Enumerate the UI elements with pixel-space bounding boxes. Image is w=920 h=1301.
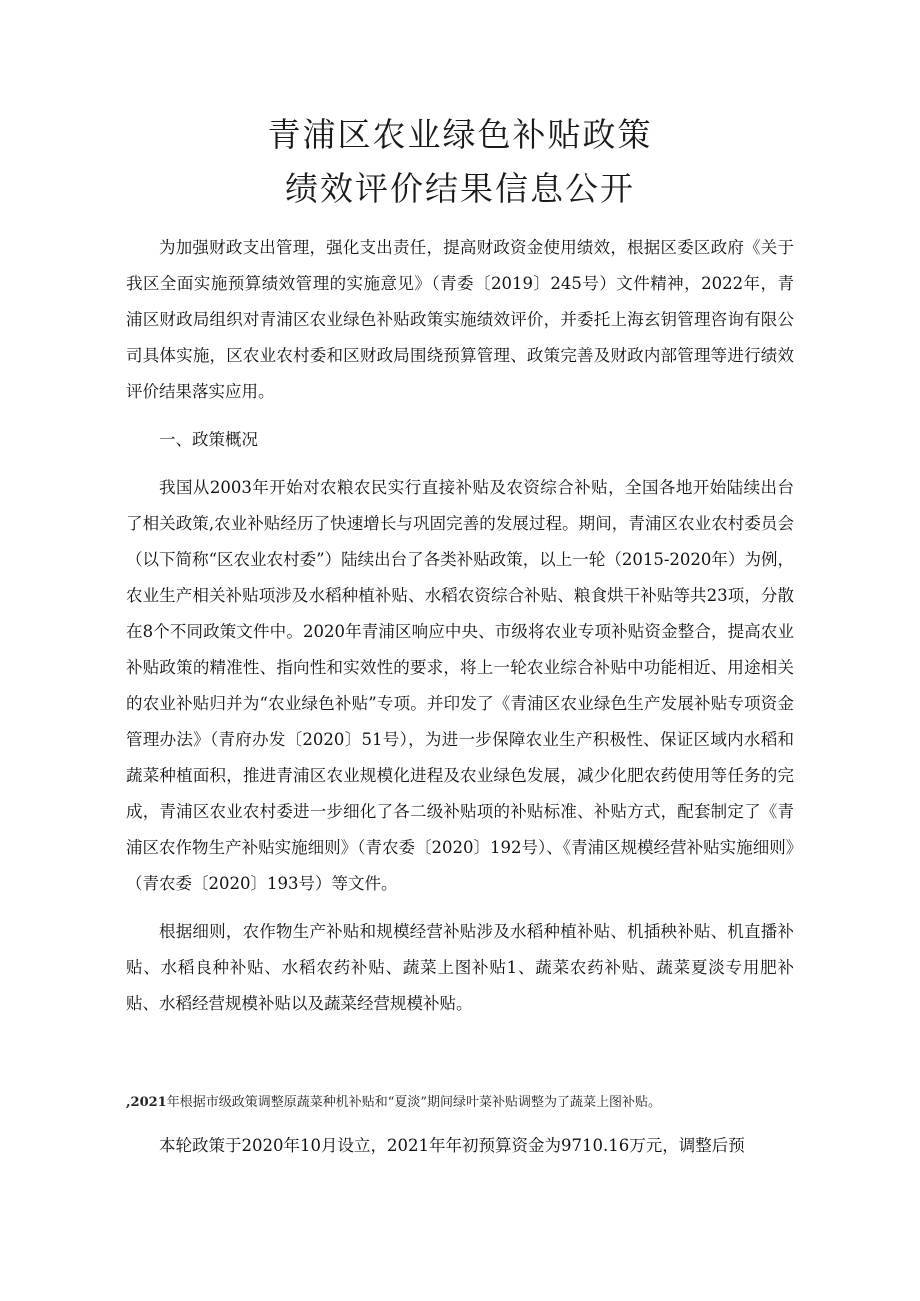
title-line-2: 绩效评价结果信息公开 (285, 169, 635, 208)
budget-paragraph: 本轮政策于2020年10月设立，2021年年初预算资金为9710.16万元，调整后预 (159, 1136, 745, 1155)
details-paragraph: 根据细则，农作物生产补贴和规模经营补贴涉及水稻种植补贴、机插秧补贴、机直播补贴、水稻良种补贴、水稻农药补贴、蔬菜上图补贴1、蔬菜农药补贴、蔬菜夏淡专用肥补贴、水稻经营规模补贴以及蔬菜经营规模补贴。 (126, 922, 794, 1013)
overview-paragraph: 我国从2003年开始对农粮农民实行直接补贴及农资综合补贴，全国各地开始陆续出台了相关政策,农业补贴经历了快速增长与巩固完善的发展过程。期间，青浦区农业农村委员会（以下简称“区农业农村委”）陆续出台了各类补贴政策，以上一轮（2015-2020年）为例，农业生产相关补贴项涉及水稻种植补贴、水稻农资综合补贴、粮食烘干补贴等共23项，分散在8个不同政策文件中。2020年青浦区响应中央、市级将农业专项补贴资金整合，提高农业补贴政策的精准性、指向性和实效性的要求，将上一轮农业综合补贴中功能相近、用途相关的农业补贴归并为“农业绿色补贴”专项。并印发了《青浦区农业绿色生产发展补贴专项资金管理办法》（青府办发〔2020〕51号），为进一步保障农业生产积极性、保证区域内水稻和蔬菜种植面积，推进青浦区农业规模化进程及农业绿色发展，减少化肥农药使用等任务的完成，青浦区农业农村委进一步细化了各二级补贴项的补贴标准、补贴方式，配套制定了《青浦区农作物生产补贴实施细则》（青农委〔2020〕192号）、《青浦区规模经营补贴实施细则》（青农委〔2020〕193号）等文件。 (126, 478, 794, 893)
document-title (126, 0, 794, 216)
intro-paragraph: 为加强财政支出管理，强化支出责任，提高财政资金使用绩效，根据区委区政府《关于我区全面实施预算绩效管理的实施意见》（青委〔2019〕245号）文件精神，2022年，青浦区财政局组织对青浦区农业绿色补贴政策实施绩效评价，并委托上海玄钥管理咨询有限公司具体实施，区农业农村委和区财政局围绕预算管理、政策完善及财政内部管理等进行绩效评价结果落实应用。 (126, 238, 794, 401)
footnote-mark: ,2021 (126, 1095, 167, 1110)
footnote (126, 1092, 794, 1114)
section-heading: 一、政策概况 (159, 430, 258, 449)
title-line-1: 青浦区农业绿色补贴政策 (267, 115, 653, 154)
footnote-text: 年根据市级政策调整原蔬菜种机补贴和“夏淡”期间绿叶菜补贴调整为了蔬菜上图补贴。 (166, 1095, 662, 1110)
